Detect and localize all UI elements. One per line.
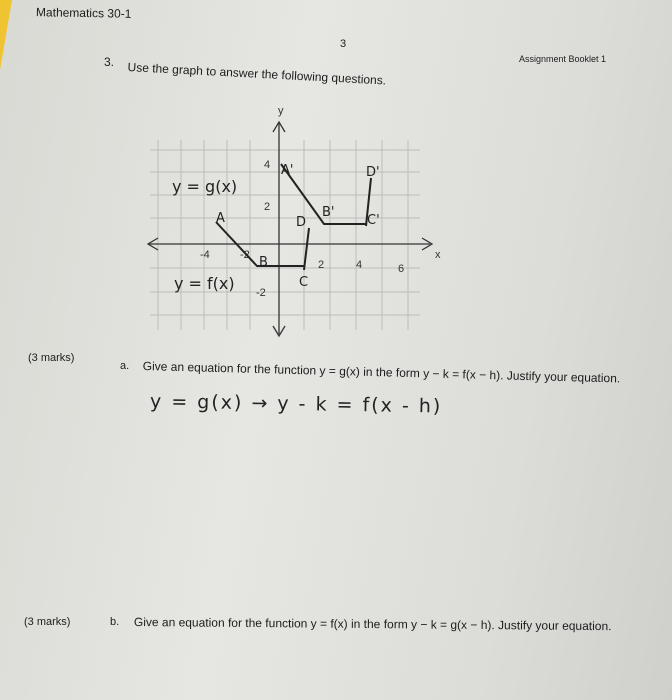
f-function-label: y = f(x) xyxy=(174,274,235,293)
point-d-label: D xyxy=(296,215,307,230)
part-b-letter: b. xyxy=(110,616,120,628)
part-a-handwritten-answer: y = g(x) → y - k = f(x - h) xyxy=(149,390,443,418)
question-number: 3. xyxy=(104,55,115,69)
point-d-prime-label: D' xyxy=(366,165,380,180)
tick-x-6: 6 xyxy=(398,263,405,275)
point-c-prime-label: C' xyxy=(367,213,380,228)
question-text: Use the graph to answer the following questions. xyxy=(127,60,387,88)
tick-x-neg4: -4 xyxy=(200,249,210,261)
g-function-label: y = g(x) xyxy=(172,177,238,196)
part-a-letter: a. xyxy=(120,360,130,372)
point-a-label: A xyxy=(216,211,225,226)
tick-y-2: 2 xyxy=(264,201,271,213)
part-b-marks: (3 marks) xyxy=(24,616,71,628)
part-a-prompt: Give an equation for the function y = g(x) in the form y − k = f(x − h). Justify your equation. xyxy=(142,358,621,386)
part-b-prompt: Give an equation for the function y = f(x) in the form y − k = g(x − h). Justify your equation. xyxy=(133,614,612,634)
tick-x-neg2: -2 xyxy=(240,249,250,261)
tick-x-2: 2 xyxy=(318,259,325,271)
header-title: Mathematics 30-1 xyxy=(35,5,132,21)
part-a-marks: (3 marks) xyxy=(28,352,75,364)
tick-x-4: 4 xyxy=(356,259,363,271)
tick-y-4: 4 xyxy=(264,159,271,171)
tick-y-neg2: -2 xyxy=(256,287,266,299)
point-c-label: C xyxy=(299,275,309,290)
point-a-prime-label: A' xyxy=(281,163,294,178)
x-axis-label: x xyxy=(435,249,441,261)
point-b-prime-label: B' xyxy=(322,205,335,220)
page-number: 3 xyxy=(340,38,347,50)
d-segment xyxy=(304,228,309,270)
y-axis-label: y xyxy=(278,105,284,117)
booklet-label: Assignment Booklet 1 xyxy=(519,54,607,64)
point-b-label: B xyxy=(259,255,268,270)
